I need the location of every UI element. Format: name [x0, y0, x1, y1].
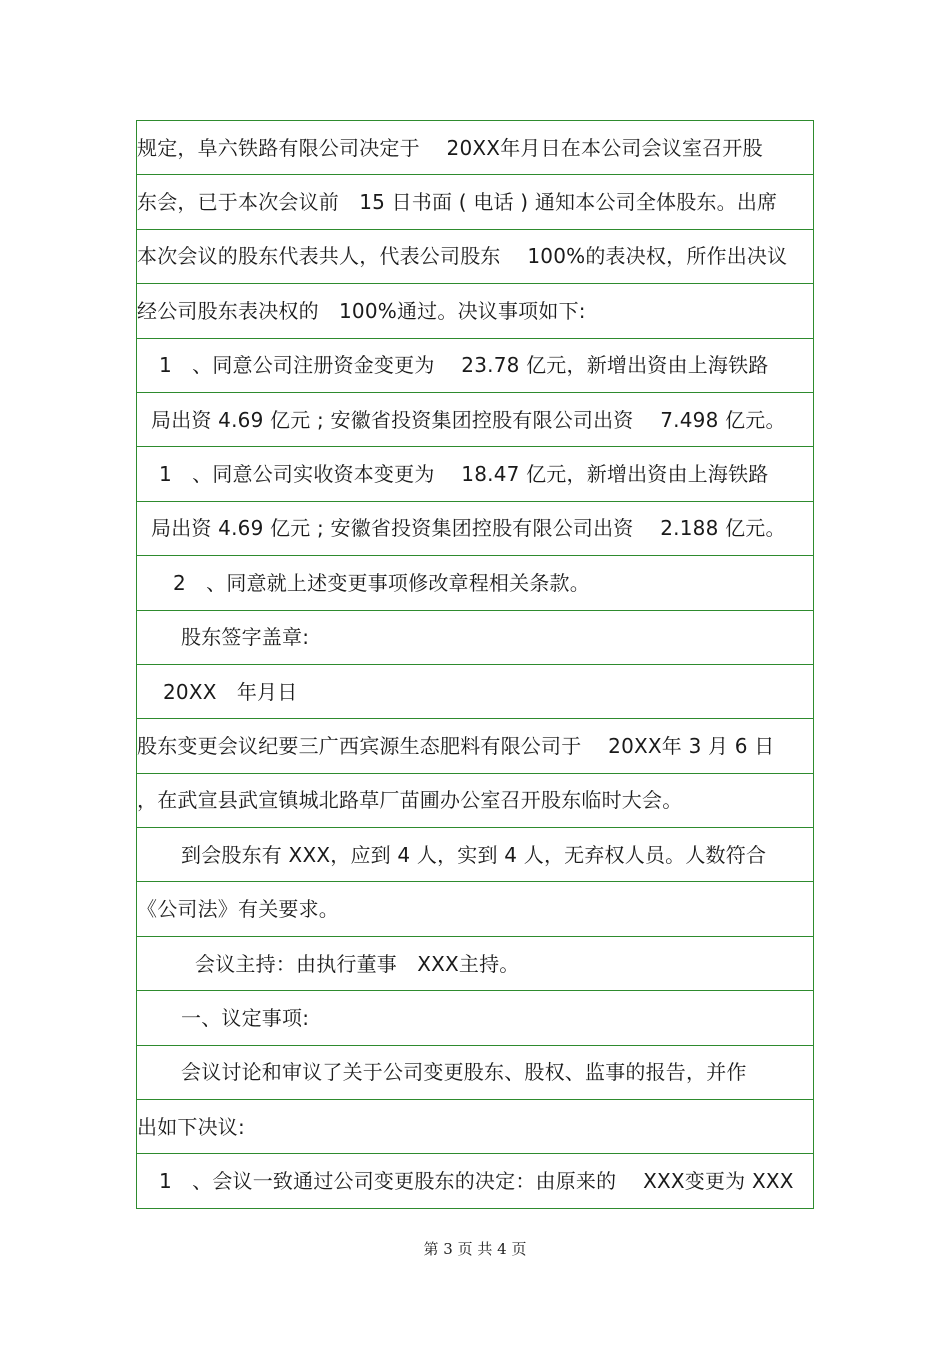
row-text: 会议主持：由执行董事 XXX主持。 — [195, 951, 520, 976]
page-footer: 第 3 页 共 4 页 — [423, 1240, 527, 1258]
row-text: 东会，已于本次会议前 15 日书面 ( 电话 ) 通知本公司全体股东。出席 — [137, 190, 778, 215]
table-row — [137, 1154, 813, 1208]
table-row — [137, 175, 813, 229]
table-row — [137, 1100, 813, 1154]
table-row — [137, 447, 813, 501]
table-row — [137, 937, 813, 991]
table-row — [137, 665, 813, 719]
table-row — [137, 719, 813, 773]
table-row — [137, 284, 813, 338]
row-text: 经公司股东表决权的 100%通过。决议事项如下: — [137, 298, 586, 323]
table-row — [137, 991, 813, 1045]
table-row — [137, 393, 813, 447]
row-text: 本次会议的股东代表共人，代表公司股东 100%的表决权，所作出决议 — [137, 244, 788, 269]
table-row — [137, 611, 813, 665]
table-row — [137, 774, 813, 828]
document-table — [136, 120, 814, 1209]
row-text: 2 、同意就上述变更事项修改章程相关条款。 — [173, 570, 590, 595]
row-text: 1 、同意公司实收资本变更为 18.47 亿元，新增出资由上海铁路 — [159, 462, 769, 487]
row-text: 股东签字盖章: — [181, 625, 310, 650]
table-row — [137, 502, 813, 556]
table-row — [137, 556, 813, 610]
table-row — [137, 339, 813, 393]
table-row — [137, 1046, 813, 1100]
row-text: 局出资 4.69 亿元 ; 安徽省投资集团控股有限公司出资 7.498 亿元。 — [151, 407, 786, 432]
row-text: 一、议定事项: — [181, 1005, 310, 1030]
row-text: 1 、同意公司注册资金变更为 23.78 亿元，新增出资由上海铁路 — [159, 353, 769, 378]
table-row — [137, 882, 813, 936]
row-text: 1 、会议一致通过公司变更股东的决定：由原来的 XXX变更为 XXX — [159, 1169, 794, 1194]
table-row — [137, 828, 813, 882]
row-text: 会议讨论和审议了关于公司变更股东、股权、监事的报告，并作 — [181, 1060, 747, 1085]
table-row — [137, 121, 813, 175]
row-text: 股东变更会议纪要三广西宾源生态肥料有限公司于 20XX年 3 月 6 日 — [137, 733, 775, 758]
row-text: 20XX 年月日 — [163, 679, 298, 704]
row-text: 《公司法》有关要求。 — [137, 897, 339, 922]
row-text: 出如下决议: — [137, 1114, 245, 1139]
row-text: 局出资 4.69 亿元 ; 安徽省投资集团控股有限公司出资 2.188 亿元。 — [151, 516, 786, 541]
row-text: 到会股东有 XXX，应到 4 人，实到 4 人，无弃权人员。人数符合 — [181, 842, 767, 867]
table-row — [137, 230, 813, 284]
row-text: 规定，阜六铁路有限公司决定于 20XX年月日在本公司会议室召开股 — [137, 135, 763, 160]
row-text: ，在武宣县武宣镇城北路草厂苗圃办公室召开股东临时大会。 — [137, 788, 683, 813]
